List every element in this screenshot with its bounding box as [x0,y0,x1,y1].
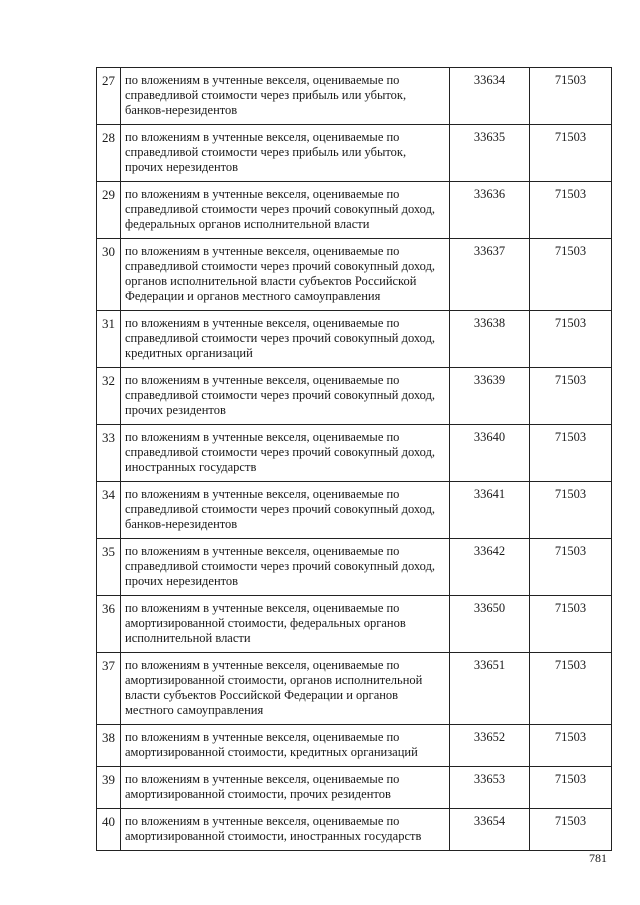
row-description: по вложениям в учтенные векселя, оцениваемые по справедливой стоимости через прочий совокупный доход, федеральных органов исполнительной власти [121,182,450,239]
row-account-code: 33637 [450,239,530,311]
row-description: по вложениям в учтенные векселя, оцениваемые по амортизированной стоимости, иностранных государств [121,809,450,851]
row-contra-account-code: 71503 [530,767,612,809]
row-account-code: 33635 [450,125,530,182]
row-account-code: 33653 [450,767,530,809]
table-row [97,725,612,767]
row-number: 38 [97,725,121,767]
table-row [97,482,612,539]
row-description: по вложениям в учтенные векселя, оцениваемые по справедливой стоимости через прочий совокупный доход, кредитных организаций [121,311,450,368]
row-contra-account-code: 71503 [530,653,612,725]
table-row [97,425,612,482]
row-account-code: 33642 [450,539,530,596]
row-account-code: 33654 [450,809,530,851]
table-row [97,596,612,653]
row-number: 28 [97,125,121,182]
row-contra-account-code: 71503 [530,368,612,425]
row-description: по вложениям в учтенные векселя, оцениваемые по амортизированной стоимости, федеральных органов исполнительной власти [121,596,450,653]
row-description: по вложениям в учтенные векселя, оцениваемые по амортизированной стоимости, органов исполнительной власти субъектов Российской Федерации и органов местного самоуправления [121,653,450,725]
row-number: 39 [97,767,121,809]
row-number: 30 [97,239,121,311]
row-description: по вложениям в учтенные векселя, оцениваемые по справедливой стоимости через прочий совокупный доход, органов исполнительной власти субъектов Российской Федерации и органов местного самоуправления [121,239,450,311]
table-row [97,125,612,182]
row-description: по вложениям в учтенные векселя, оцениваемые по справедливой стоимости через прочий совокупный доход, прочих резидентов [121,368,450,425]
accounts-table-body [97,68,612,851]
table-row [97,767,612,809]
table-row [97,653,612,725]
table-row [97,311,612,368]
table-row [97,809,612,851]
row-contra-account-code: 71503 [530,482,612,539]
table-row [97,239,612,311]
row-contra-account-code: 71503 [530,725,612,767]
row-description: по вложениям в учтенные векселя, оцениваемые по амортизированной стоимости, прочих резидентов [121,767,450,809]
row-number: 31 [97,311,121,368]
table-row [97,368,612,425]
row-number: 37 [97,653,121,725]
row-account-code: 33636 [450,182,530,239]
accounts-table [96,67,612,851]
row-description: по вложениям в учтенные векселя, оцениваемые по справедливой стоимости через прибыль или убыток, прочих нерезидентов [121,125,450,182]
table-row [97,182,612,239]
row-contra-account-code: 71503 [530,539,612,596]
row-number: 40 [97,809,121,851]
row-account-code: 33651 [450,653,530,725]
row-account-code: 33650 [450,596,530,653]
table-row [97,68,612,125]
row-contra-account-code: 71503 [530,125,612,182]
row-contra-account-code: 71503 [530,425,612,482]
page-number: 781 [589,851,607,865]
row-account-code: 33639 [450,368,530,425]
row-number: 32 [97,368,121,425]
row-description: по вложениям в учтенные векселя, оцениваемые по амортизированной стоимости, кредитных организаций [121,725,450,767]
row-description: по вложениям в учтенные векселя, оцениваемые по справедливой стоимости через прибыль или убыток, банков-нерезидентов [121,68,450,125]
row-contra-account-code: 71503 [530,311,612,368]
row-contra-account-code: 71503 [530,809,612,851]
row-number: 35 [97,539,121,596]
row-number: 27 [97,68,121,125]
row-number: 34 [97,482,121,539]
row-description: по вложениям в учтенные векселя, оцениваемые по справедливой стоимости через прочий совокупный доход, иностранных государств [121,425,450,482]
row-description: по вложениям в учтенные векселя, оцениваемые по справедливой стоимости через прочий совокупный доход, банков-нерезидентов [121,482,450,539]
row-account-code: 33640 [450,425,530,482]
row-contra-account-code: 71503 [530,68,612,125]
row-account-code: 33652 [450,725,530,767]
row-contra-account-code: 71503 [530,596,612,653]
row-contra-account-code: 71503 [530,182,612,239]
row-account-code: 33641 [450,482,530,539]
row-account-code: 33634 [450,68,530,125]
row-description: по вложениям в учтенные векселя, оцениваемые по справедливой стоимости через прочий совокупный доход, прочих нерезидентов [121,539,450,596]
row-number: 33 [97,425,121,482]
row-number: 29 [97,182,121,239]
row-account-code: 33638 [450,311,530,368]
row-contra-account-code: 71503 [530,239,612,311]
row-number: 36 [97,596,121,653]
table-row [97,539,612,596]
